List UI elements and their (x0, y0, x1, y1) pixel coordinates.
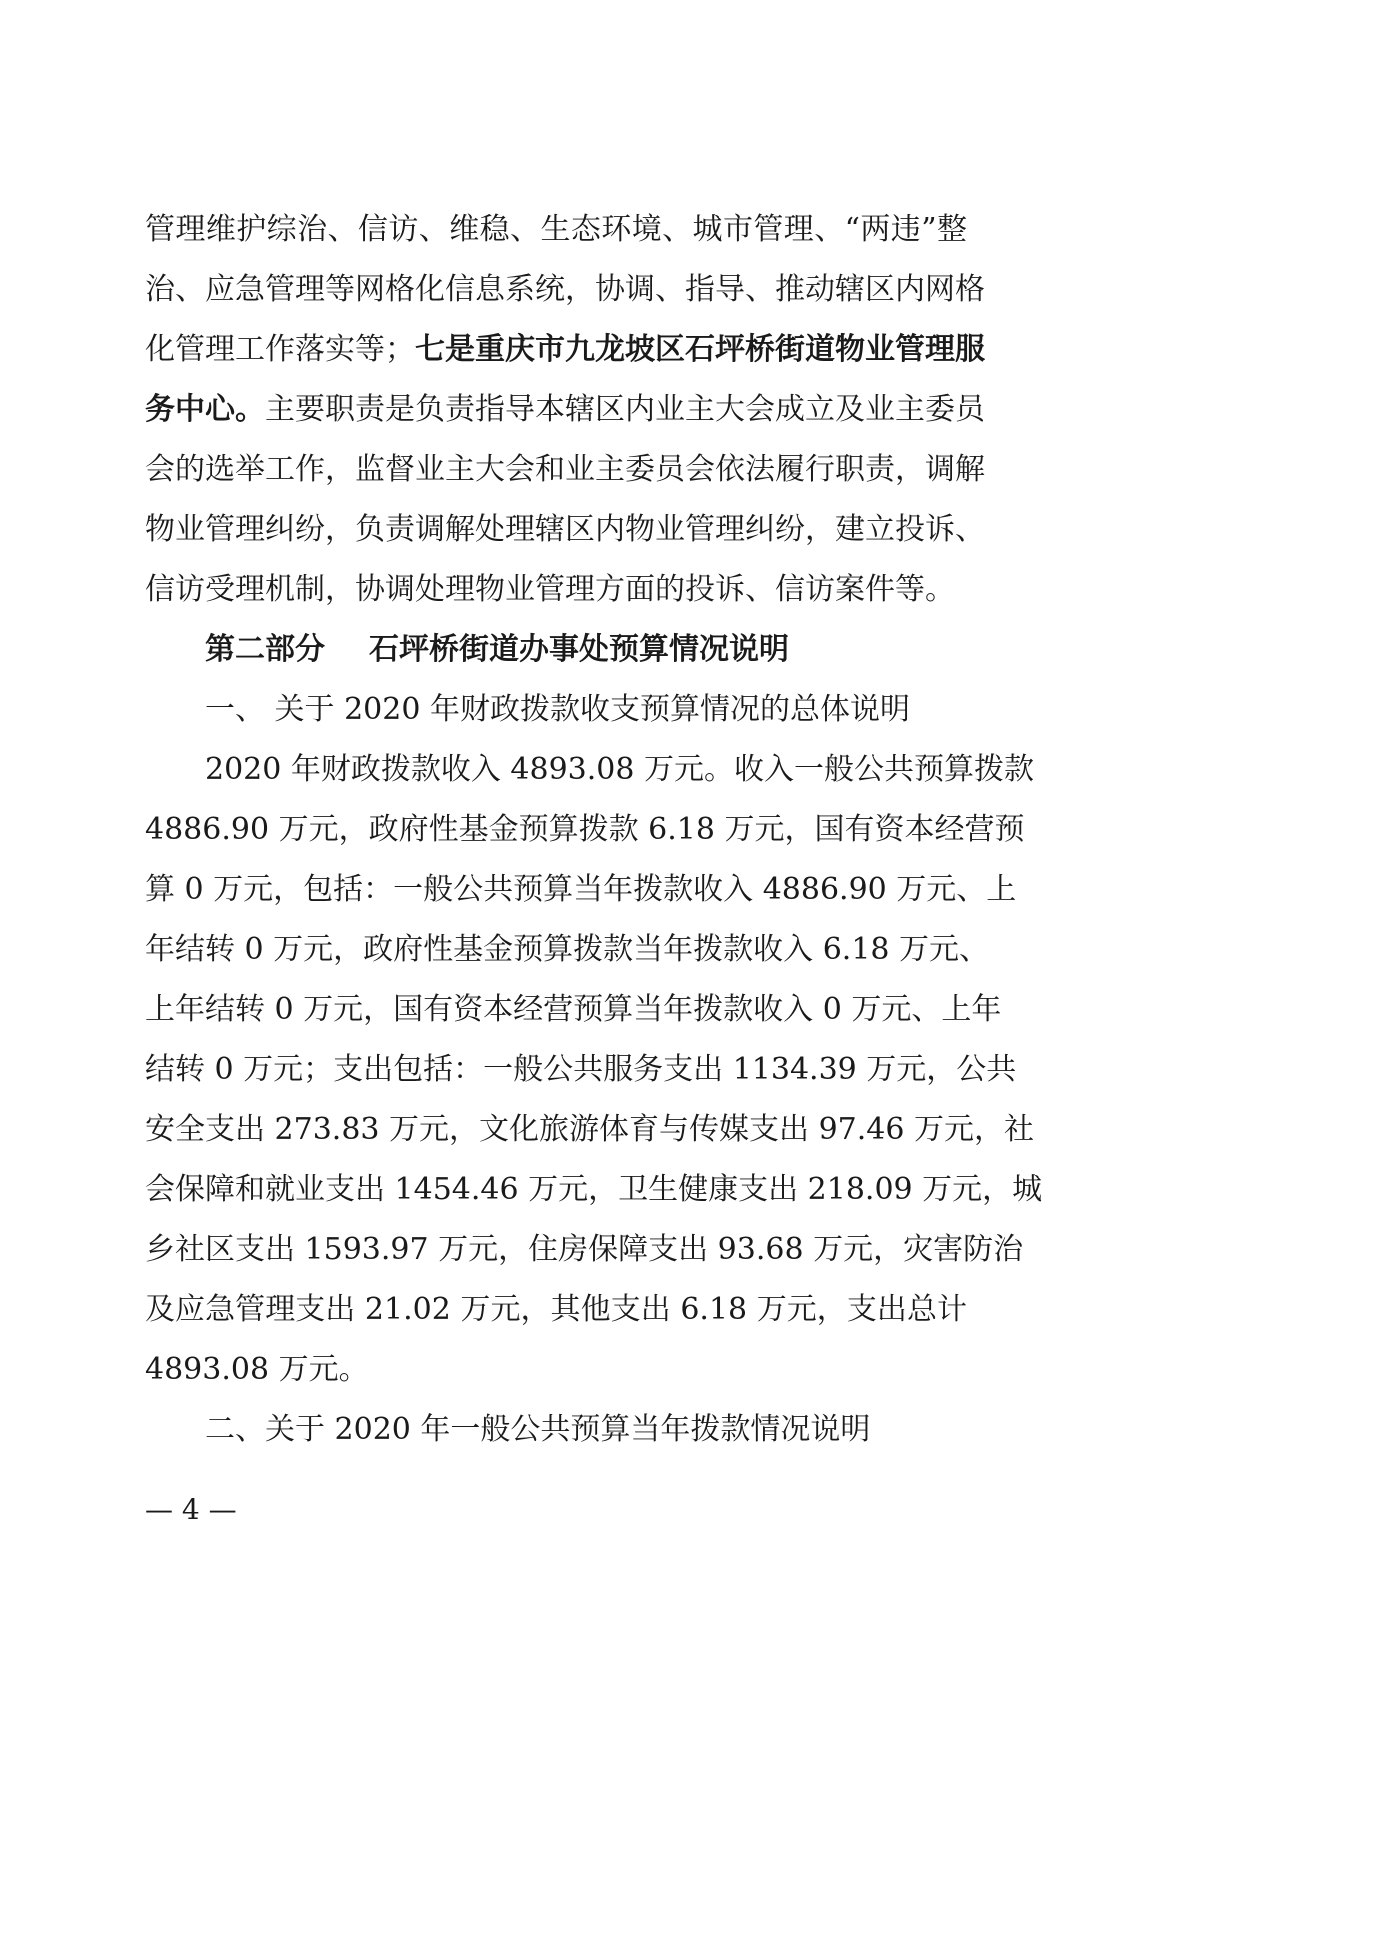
body-line: 乡社区支出 1593.97 万元，住房保障支出 93.68 万元，灾害防治 (145, 1232, 1024, 1267)
body-line: 4893.08 万元。 (145, 1352, 369, 1387)
body-line: 信访受理机制，协调处理物业管理方面的投诉、信访案件等。 (145, 572, 955, 607)
body-text: 主要职责是负责指导本辖区内业主大会成立及业主委员 (265, 392, 985, 427)
part-title: 石坪桥街道办事处预算情况说明 (369, 632, 789, 667)
bold-unit-name: 七是重庆市九龙坡区石坪桥街道物业管理服 (415, 332, 985, 367)
part-label: 第二部分 (205, 632, 325, 667)
body-line: 4886.90 万元，政府性基金预算拨款 6.18 万元，国有资本经营预 (145, 812, 1025, 847)
body-line-mixed (145, 390, 985, 430)
body-line: 2020 年财政拨款收入 4893.08 万元。收入一般公共预算拨款 (205, 752, 1035, 787)
body-line-mixed (145, 330, 985, 370)
section-heading: 一、 关于 2020 年财政拨款收支预算情况的总体说明 (205, 692, 910, 727)
body-line: 管理维护综治、信访、维稳、生态环境、城市管理、“两违”整 (145, 212, 967, 247)
body-line: 会保障和就业支出 1454.46 万元，卫生健康支出 218.09 万元，城 (145, 1172, 1043, 1207)
section-heading: 二、关于 2020 年一般公共预算当年拨款情况说明 (205, 1412, 871, 1447)
body-text: 化管理工作落实等； (145, 332, 415, 367)
body-line: 及应急管理支出 21.02 万元，其他支出 6.18 万元，支出总计 (145, 1292, 967, 1327)
page-number: — 4 — (145, 1493, 237, 1526)
body-line: 安全支出 273.83 万元，文化旅游体育与传媒支出 97.46 万元，社 (145, 1112, 1034, 1147)
part-heading (205, 630, 789, 670)
body-line: 结转 0 万元；支出包括：一般公共服务支出 1134.39 万元，公共 (145, 1052, 1017, 1087)
body-line: 物业管理纠纷，负责调解处理辖区内物业管理纠纷，建立投诉、 (145, 512, 985, 547)
body-line: 会的选举工作，监督业主大会和业主委员会依法履行职责，调解 (145, 452, 985, 487)
body-line: 治、应急管理等网格化信息系统，协调、指导、推动辖区内网格 (145, 272, 985, 307)
bold-unit-name: 务中心。 (145, 392, 265, 427)
body-line: 算 0 万元，包括：一般公共预算当年拨款收入 4886.90 万元、上 (145, 872, 1017, 907)
body-line: 上年结转 0 万元，国有资本经营预算当年拨款收入 0 万元、上年 (145, 992, 1002, 1027)
body-line: 年结转 0 万元，政府性基金预算拨款当年拨款收入 6.18 万元、 (145, 932, 990, 967)
